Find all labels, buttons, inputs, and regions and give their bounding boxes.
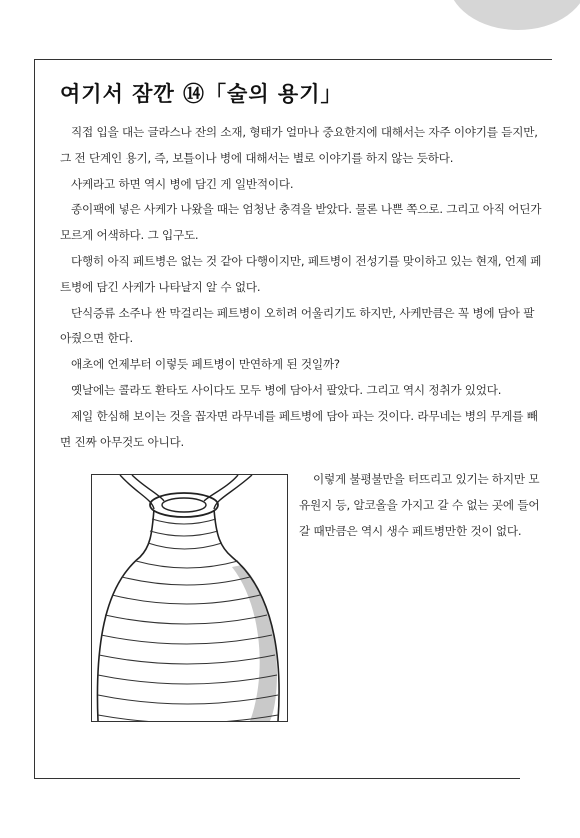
column-title: 여기서 잠깐 ⑭「술의 용기」 (60, 82, 343, 106)
paragraph: 다행히 아직 페트병은 없는 것 같아 다행이지만, 페트병이 전성기를 맞이하고 있는 현재, 언제 페트병에 담긴 사케가 나타날지 알 수 없다. (60, 253, 542, 294)
paragraph: 제일 한심해 보이는 것을 꼽자면 라무네를 페트병에 담아 파는 것이다. 라무네는 병의 무게를 빼면 진짜 아무것도 아니다. (60, 408, 538, 449)
paragraph: 사케라고 하면 역시 병에 담긴 게 일반적이다. (71, 176, 294, 191)
paragraph: 옛날에는 콜라도 환타도 사이다도 모두 병에 담아서 팔았다. 그리고 역시 정취가 있었다. (71, 382, 502, 397)
body-text (60, 120, 542, 455)
side-text (299, 466, 542, 544)
frame-left-border (34, 59, 35, 778)
frame-top-border (34, 59, 552, 60)
bottle-illustration (91, 474, 288, 722)
paragraph: 애초에 언제부터 이렇듯 페트병이 만연하게 된 것일까? (71, 357, 340, 372)
paragraph: 단식증류 소주나 싼 막걸리는 페트병이 오히려 어울리기도 하지만, 사케만큼은 꼭 병에 담아 팔아줬으면 한다. (60, 305, 535, 346)
paragraph: 직접 입을 대는 글라스나 잔의 소재, 형태가 얼마나 중요한지에 대해서는 자주 이야기를 듣지만, 그 전 단계인 용기, 즉, 보틀이나 병에 대해서는 별로 이야기를 하지 않는 듯하다. (60, 125, 538, 165)
paragraph: 종이팩에 넣은 사케가 나왔을 때는 엄청난 충격을 받았다. 물론 나쁜 쪽으로. 그리고 아직 어딘가 모르게 어색하다. 그 입구도. (60, 202, 542, 243)
frame-bottom-border (34, 778, 520, 779)
paragraph: 이렇게 불평불만을 터뜨리고 있기는 하지만 모 유원지 등, 알코올을 가지고 갈 수 없는 곳에 들어갈 때만큼은 역시 생수 페트병만한 것이 없다. (299, 472, 540, 538)
corner-decoration (448, 0, 580, 30)
